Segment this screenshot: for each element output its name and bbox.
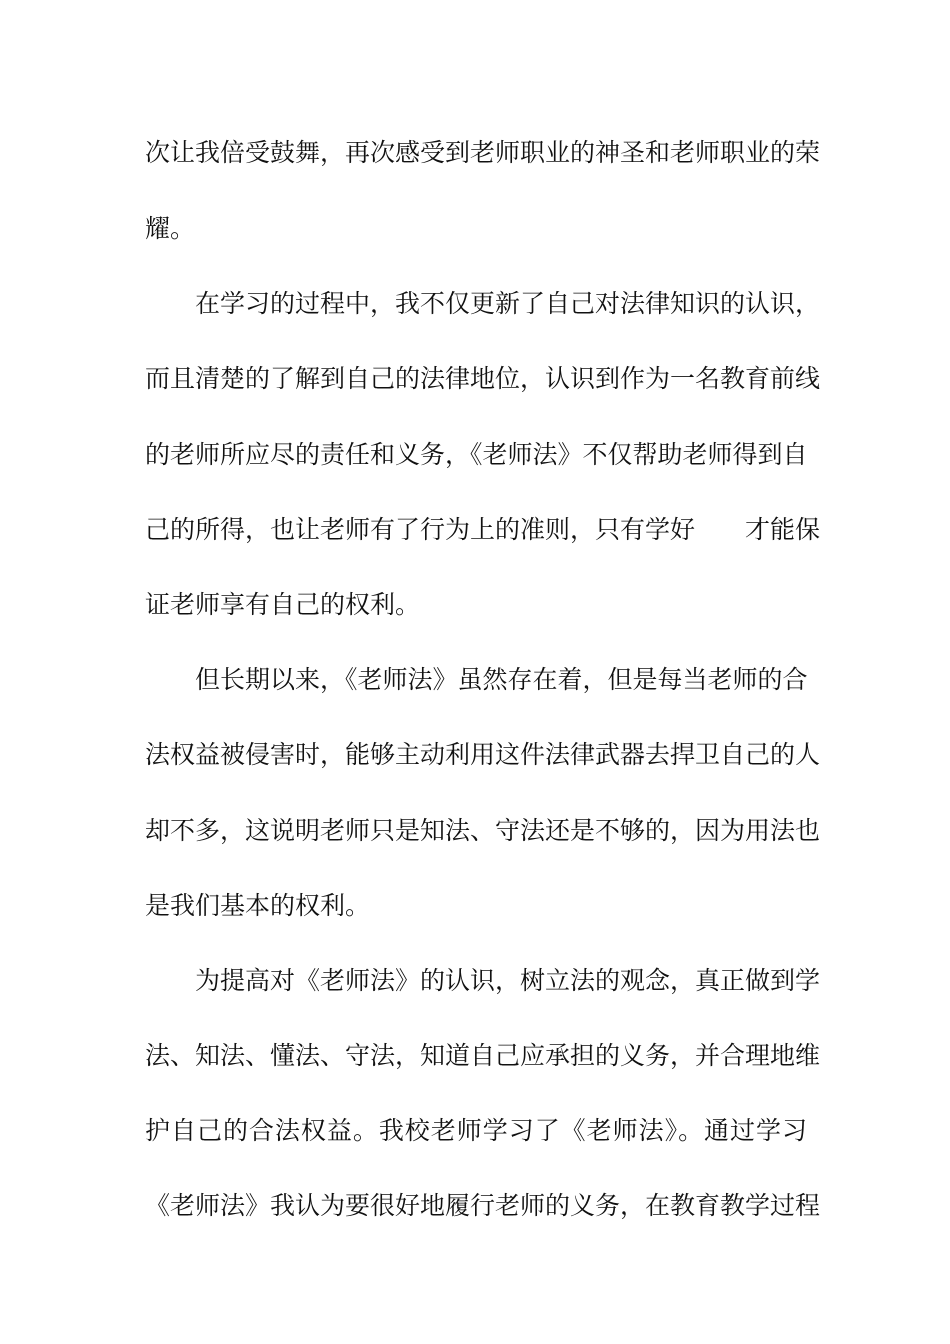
text-line: 次让我倍受鼓舞，再次感受到老师职业的神圣和老师职业的荣 xyxy=(145,138,821,167)
text-line: 证老师享有自己的权利。 xyxy=(145,590,421,619)
text-line: 护自己的合法权益。我校老师学习了《老师法》。通过学习 xyxy=(145,1116,807,1145)
paragraph-first-line: 为提高对《老师法》的认识，树立法的观念，真正做到学 xyxy=(195,966,821,995)
text-line: 而且清楚的了解到自己的法律地位，认识到作为一名教育前线 xyxy=(145,364,821,393)
text-line: 耀。 xyxy=(145,214,196,243)
text-line: 己的所得，也让老师有了行为上的准则，只有学好 才能保 xyxy=(145,515,821,544)
text-line: 《老师法》我认为要很好地履行老师的义务，在教育教学过程 xyxy=(145,1191,821,1220)
paragraph-first-line: 但长期以来，《老师法》虽然存在着，但是每当老师的合 xyxy=(195,665,808,694)
paragraph-first-line: 在学习的过程中，我不仅更新了自己对法律知识的认识， xyxy=(195,289,821,318)
text-line: 是我们基本的权利。 xyxy=(145,891,371,920)
text-line: 却不多，这说明老师只是知法、守法还是不够的，因为用法也 xyxy=(145,816,821,845)
text-line: 法权益被侵害时，能够主动利用这件法律武器去捍卫自己的人 xyxy=(145,740,821,769)
text-line: 的老师所应尽的责任和义务，《老师法》不仅帮助老师得到自 xyxy=(145,440,808,469)
text-line: 法、知法、懂法、守法，知道自己应承担的义务，并合理地维 xyxy=(145,1041,821,1070)
